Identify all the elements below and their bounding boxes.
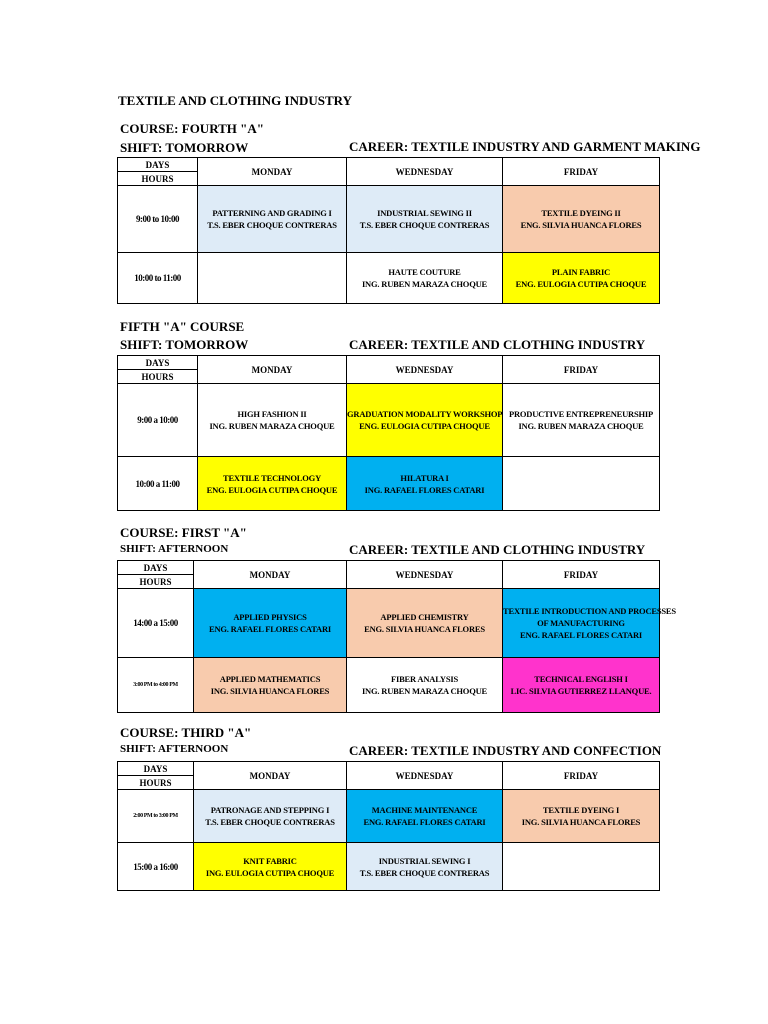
header-days: DAYS bbox=[118, 561, 194, 575]
day-header: FRIDAY bbox=[503, 762, 660, 790]
class-title-line2: OF MANUFACTURING bbox=[537, 618, 625, 628]
class-title: APPLIED PHYSICS bbox=[233, 612, 307, 622]
day-header: WEDNESDAY bbox=[347, 158, 503, 186]
teacher-name: T.S. EBER CHOQUE CONTRERAS bbox=[207, 220, 337, 230]
teacher-name: ING. RUBEN MARAZA CHOQUE bbox=[209, 421, 335, 431]
class-title: APPLIED CHEMISTRY bbox=[380, 612, 469, 622]
shift-label-2: SHIFT: TOMORROW bbox=[120, 337, 249, 352]
day-header: MONDAY bbox=[198, 356, 347, 384]
course-label-1: COURSE: FOURTH "A" bbox=[120, 121, 264, 136]
class-cell bbox=[503, 589, 676, 658]
schedule-table-4 bbox=[117, 761, 660, 891]
header-days: DAYS bbox=[118, 356, 198, 370]
career-label-2: CAREER: TEXTILE AND CLOTHING INDUSTRY bbox=[349, 337, 646, 352]
document-title: TEXTILE AND CLOTHING INDUSTRY bbox=[118, 93, 352, 108]
class-title: INDUSTRIAL SEWING I bbox=[378, 855, 471, 866]
class-title: INDUSTRIAL SEWING II bbox=[377, 208, 472, 218]
class-cell bbox=[194, 843, 347, 891]
teacher-name: ENG. RAFAEL FLORES CATARI bbox=[208, 624, 332, 634]
class-cell bbox=[347, 843, 503, 891]
day-header: FRIDAY bbox=[503, 356, 660, 384]
teacher-name: ENG. EULOGIA CUTIPA CHOQUE bbox=[515, 279, 647, 289]
day-header: FRIDAY bbox=[503, 158, 660, 186]
class-cell bbox=[347, 589, 503, 658]
class-title: PATRONAGE AND STEPPING I bbox=[210, 805, 330, 815]
shift-label-1: SHIFT: TOMORROW bbox=[120, 140, 249, 155]
class-cell bbox=[503, 253, 660, 304]
empty-cell bbox=[503, 843, 660, 891]
teacher-name: ENG. EULOGIA CUTIPA CHOQUE bbox=[206, 484, 338, 495]
teacher-name: ENG. RAFAEL FLORES CATARI bbox=[519, 630, 643, 640]
teacher-name: ENG. RAFAEL FLORES CATARI bbox=[363, 817, 486, 827]
teacher-name: T.S. EBER CHOQUE CONTRERAS bbox=[359, 867, 490, 878]
empty-cell bbox=[503, 457, 660, 511]
class-title: PLAIN FABRIC bbox=[551, 267, 611, 277]
day-header: FRIDAY bbox=[503, 561, 660, 589]
time-slot: 15:00 a 16:00 bbox=[118, 843, 194, 891]
career-label-3: CAREER: TEXTILE AND CLOTHING INDUSTRY bbox=[349, 542, 646, 557]
class-cell bbox=[503, 186, 660, 253]
class-title: HIGH FASHION II bbox=[237, 409, 307, 419]
class-cell bbox=[347, 186, 503, 253]
class-title: PRODUCTIVE ENTREPRENEURSHIP bbox=[508, 409, 654, 419]
header-hours: HOURS bbox=[118, 776, 194, 790]
time-slot: 10:00 a 11:00 bbox=[118, 457, 198, 511]
shift-label-3: SHIFT: AFTERNOON bbox=[120, 543, 229, 555]
day-header: WEDNESDAY bbox=[347, 356, 503, 384]
schedule-table-2 bbox=[117, 355, 660, 511]
teacher-name: ING. EULOGIA CUTIPA CHOQUE bbox=[205, 867, 335, 878]
time-slot: 2:00 PM to 3:00 PM bbox=[118, 790, 194, 843]
teacher-name: ING. RUBEN MARAZA CHOQUE bbox=[361, 686, 488, 696]
teacher-name: ING. SILVIA HUANCA FLORES bbox=[521, 817, 641, 827]
time-slot: 3:00 PM to 4:00 PM bbox=[118, 658, 194, 713]
class-cell bbox=[347, 658, 503, 713]
teacher-name: T.S. EBER CHOQUE CONTRERAS bbox=[359, 220, 490, 230]
class-title: TEXTILE TECHNOLOGY bbox=[222, 472, 322, 483]
day-header: MONDAY bbox=[194, 762, 347, 790]
teacher-name: ENG. SILVIA HUANCA FLORES bbox=[364, 624, 485, 634]
class-cell bbox=[198, 384, 347, 457]
class-title: GRADUATION MODALITY WORKSHOP bbox=[347, 409, 503, 419]
schedule-table-1 bbox=[117, 157, 660, 304]
header-days: DAYS bbox=[118, 762, 194, 776]
career-label-1: CAREER: TEXTILE INDUSTRY AND GARMENT MAKING bbox=[349, 139, 701, 154]
class-cell bbox=[347, 253, 503, 304]
time-slot: 9:00 to 10:00 bbox=[118, 186, 198, 253]
shift-label-4: SHIFT: AFTERNOON bbox=[120, 743, 229, 755]
teacher-name: ING. RUBEN MARAZA CHOQUE bbox=[361, 279, 488, 289]
empty-cell bbox=[198, 253, 347, 304]
day-header: WEDNESDAY bbox=[347, 762, 503, 790]
course-label-2: FIFTH "A" COURSE bbox=[120, 319, 245, 334]
course-label-4: COURSE: THIRD "A" bbox=[120, 725, 252, 740]
class-cell bbox=[503, 658, 660, 713]
teacher-name: ING. RUBEN MARAZA CHOQUE bbox=[518, 421, 644, 431]
header-hours: HOURS bbox=[118, 172, 198, 186]
class-title: FIBER ANALYSIS bbox=[390, 674, 459, 684]
class-cell bbox=[503, 384, 660, 457]
time-slot: 14:00 a 15:00 bbox=[118, 589, 194, 658]
class-title: KNIT FABRIC bbox=[243, 855, 297, 866]
schedule-table-3 bbox=[117, 560, 676, 713]
teacher-name: ING. SILVIA HUANCA FLORES bbox=[210, 686, 330, 696]
time-slot: 10:00 to 11:00 bbox=[118, 253, 198, 304]
class-cell bbox=[347, 790, 503, 843]
career-label-4: CAREER: TEXTILE INDUSTRY AND CONFECTION bbox=[349, 743, 662, 758]
teacher-name: LIC. SILVIA GUTIERREZ LLANQUE. bbox=[510, 686, 652, 696]
teacher-name: ING. RAFAEL FLORES CATARI bbox=[364, 484, 485, 495]
class-title: HILATURA I bbox=[400, 472, 449, 483]
class-title: MACHINE MAINTENANCE bbox=[371, 805, 478, 815]
class-cell bbox=[194, 589, 347, 658]
class-title: TEXTILE DYEING II bbox=[541, 208, 621, 218]
class-cell bbox=[198, 186, 347, 253]
course-label-3: COURSE: FIRST "A" bbox=[120, 525, 247, 540]
header-days: DAYS bbox=[118, 158, 198, 172]
class-cell bbox=[347, 457, 503, 511]
class-cell bbox=[347, 384, 503, 457]
class-title: TECHNICAL ENGLISH I bbox=[534, 674, 628, 684]
class-title: TEXTILE INTRODUCTION AND PROCESSES bbox=[503, 606, 676, 616]
class-cell bbox=[194, 658, 347, 713]
class-cell bbox=[503, 790, 660, 843]
day-header: WEDNESDAY bbox=[347, 561, 503, 589]
class-cell bbox=[198, 457, 347, 511]
day-header: MONDAY bbox=[198, 158, 347, 186]
day-header: MONDAY bbox=[194, 561, 347, 589]
header-hours: HOURS bbox=[118, 370, 198, 384]
class-title: PATTERNING AND GRADING I bbox=[212, 208, 332, 218]
header-hours: HOURS bbox=[118, 575, 194, 589]
class-title: TEXTILE DYEING I bbox=[542, 805, 620, 815]
teacher-name: ENG. EULOGIA CUTIPA CHOQUE bbox=[359, 421, 490, 431]
class-title: HAUTE COUTURE bbox=[388, 267, 461, 277]
teacher-name: T.S. EBER CHOQUE CONTRERAS bbox=[205, 817, 335, 827]
teacher-name: ENG. SILVIA HUANCA FLORES bbox=[520, 220, 642, 230]
class-title: APPLIED MATHEMATICS bbox=[219, 674, 321, 684]
class-cell bbox=[194, 790, 347, 843]
time-slot: 9:00 a 10:00 bbox=[118, 384, 198, 457]
